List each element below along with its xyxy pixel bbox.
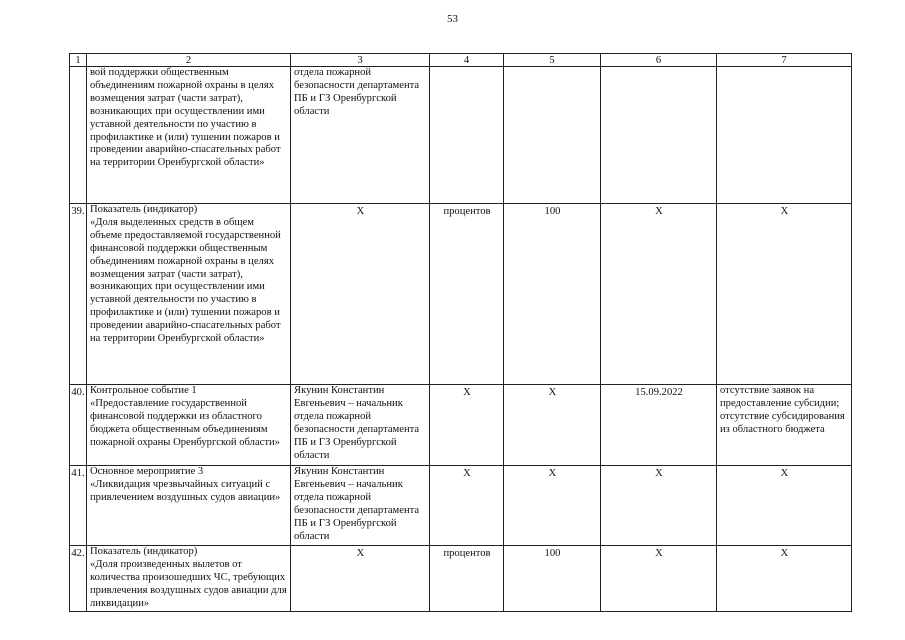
row-unit: Х [430,385,504,466]
row-name: Контрольное событие 1 «Предоставление государственной финансовой поддержки из областного бюджета общественным объединениям пожарной охраны Оренбургской области» [87,385,291,466]
row-number: 39. [70,204,87,385]
column-header-7: 7 [717,54,852,67]
row-date: Х [601,546,717,612]
row-responsible: Х [291,546,430,612]
row-unit: Х [430,466,504,546]
row-date: 15.09.2022 [601,385,717,466]
row-responsible: Х [291,204,430,385]
row-date: Х [601,204,717,385]
indicators-table [69,53,852,612]
table-row [70,466,852,546]
row-name: Основное мероприятие 3 «Ликвидация чрезвычайных ситуаций с привлечением воздушных судов авиации» [87,466,291,546]
row-date: Х [601,466,717,546]
table-row [70,67,852,204]
column-header-1: 1 [70,54,87,67]
row-note: Х [717,204,852,385]
column-header-3: 3 [291,54,430,67]
column-header-2: 2 [87,54,291,67]
row-note: Х [717,546,852,612]
row-value: Х [504,385,601,466]
row-unit: процентов [430,546,504,612]
row-number: 42. [70,546,87,612]
column-header-6: 6 [601,54,717,67]
table-row [70,546,852,612]
row-number: 41. [70,466,87,546]
row-name: Показатель (индикатор) «Доля выделенных средств в общем объеме предоставляемой государственной финансовой поддержки общественным объединениям пожарной охраны в целях возмещения затрат (части затрат), возникающих при осуществлении ими уставной деятельности по участию в профилактике и (или) тушении пожаров и проведении аварийно-спасательных работ на территории Оренбургской области» [87,204,291,385]
row-responsible: отдела пожарной безопасности департамента ПБ и ГЗ Оренбургской области [291,67,430,204]
header-row [70,54,852,67]
row-note [717,67,852,204]
row-unit: процентов [430,204,504,385]
column-header-4: 4 [430,54,504,67]
row-number: 40. [70,385,87,466]
row-note: отсутствие заявок на предоставление субсидии; отсутствие субсидирования из областного бюджета [717,385,852,466]
row-value [504,67,601,204]
row-responsible: Якунин Константин Евгеньевич – начальник отдела пожарной безопасности департамента ПБ и ГЗ Оренбургской области [291,385,430,466]
row-value: 100 [504,204,601,385]
row-number [70,67,87,204]
row-unit [430,67,504,204]
row-note: Х [717,466,852,546]
row-name: Показатель (индикатор) «Доля произведенных вылетов от количества произошедших ЧС, требующих привлечения воздушных судов авиации для ликвидации» [87,546,291,612]
row-responsible: Якунин Константин Евгеньевич – начальник отдела пожарной безопасности департамента ПБ и ГЗ Оренбургской области [291,466,430,546]
table-row [70,385,852,466]
table-row [70,204,852,385]
column-header-5: 5 [504,54,601,67]
row-value: 100 [504,546,601,612]
row-date [601,67,717,204]
row-name: вой поддержки общественным объединениям пожарной охраны в целях возмещения затрат (части затрат), возникающих при осуществлении ими уставной деятельности по участию в профилактике и (или) тушении пожаров и проведении аварийно-спасательных работ на территории Оренбургской области» [87,67,291,204]
page-number: 53 [447,13,458,25]
row-value: Х [504,466,601,546]
